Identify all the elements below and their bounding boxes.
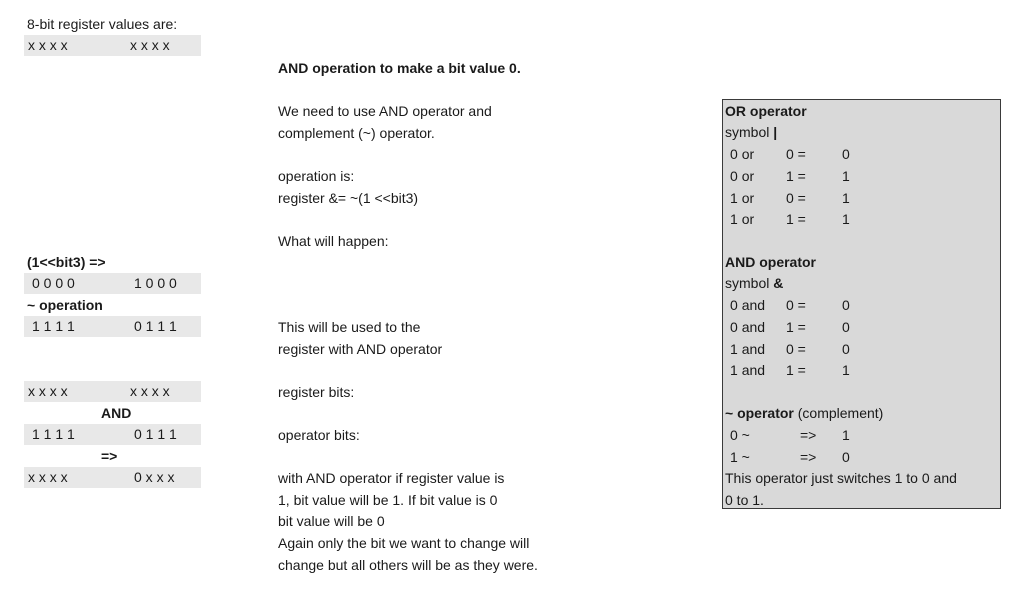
explain-line-3: bit value will be 0 xyxy=(278,513,385,529)
or-row: 0 or xyxy=(730,146,755,162)
and-row-result: 0 xyxy=(842,319,850,335)
symbol-value: | xyxy=(773,124,778,140)
or-row: 1 or xyxy=(730,211,755,227)
bits-high: x x x x xyxy=(28,37,68,53)
and-label: AND xyxy=(101,405,132,421)
not-row-arrow: => xyxy=(800,449,817,465)
and-symbol xyxy=(725,273,783,294)
used-line-1: This will be used to the xyxy=(278,319,421,335)
or-row-result: 0 xyxy=(842,146,850,162)
and-title: AND operator xyxy=(725,254,817,270)
shift-label: (1<<bit3) => xyxy=(27,254,106,270)
not-desc-line-1: This operator just switches 1 to 0 and xyxy=(725,470,957,486)
or-row-b: 0 = xyxy=(786,190,806,206)
and-row-b: 1 = xyxy=(786,362,806,378)
and-row: 0 and xyxy=(730,297,766,313)
and-row-b: 0 = xyxy=(786,341,806,357)
bits-high: x x x x xyxy=(28,383,68,399)
or-row-result: 1 xyxy=(842,211,850,227)
what-happens: What will happen: xyxy=(278,233,389,249)
not-title-text: ~ operator xyxy=(725,405,794,421)
bits-low: x x x x xyxy=(130,37,170,53)
operator-bits-label: operator bits: xyxy=(278,427,360,443)
explain-line-2: 1, bit value will be 1. If bit value is 0 xyxy=(278,492,498,508)
intro-line-1: We need to use AND operator and xyxy=(278,103,492,119)
or-row-b: 1 = xyxy=(786,168,806,184)
bits-high: 1 1 1 1 xyxy=(32,426,75,442)
complement-row xyxy=(24,316,201,337)
symbol-label: symbol xyxy=(725,275,770,291)
bits-low: 0 1 1 1 xyxy=(134,318,177,334)
and-row: 0 and xyxy=(730,319,766,335)
bits-low: 1 0 0 0 xyxy=(134,275,177,291)
register-row-1 xyxy=(24,35,201,56)
bits-low: x x x x xyxy=(130,383,170,399)
or-symbol xyxy=(725,122,777,143)
result-row xyxy=(24,467,201,488)
operator-row xyxy=(24,424,201,445)
not-title-suffix: (complement) xyxy=(797,405,884,421)
not-row-input: 0 ~ xyxy=(730,427,750,443)
register-row-2 xyxy=(24,381,201,402)
result-arrow: => xyxy=(101,448,118,464)
or-title: OR operator xyxy=(725,103,807,119)
not-row-result: 1 xyxy=(842,427,850,443)
or-row-result: 1 xyxy=(842,168,850,184)
not-title xyxy=(725,403,883,424)
bits-low: 0 x x x xyxy=(134,469,175,485)
section-title: AND operation to make a bit value 0. xyxy=(278,60,521,76)
not-row-input: 1 ~ xyxy=(730,449,750,465)
and-row-b: 0 = xyxy=(786,297,806,313)
and-row-result: 0 xyxy=(842,341,850,357)
explain-line-4: Again only the bit we want to change will xyxy=(278,535,530,551)
not-desc-line-2: 0 to 1. xyxy=(725,492,764,508)
shift-row xyxy=(24,273,201,294)
intro-line-2: complement (~) operator. xyxy=(278,125,435,141)
complement-label: ~ operation xyxy=(27,297,103,313)
not-row-arrow: => xyxy=(800,427,817,443)
register-header: 8-bit register values are: xyxy=(27,16,178,32)
operation-label: operation is: xyxy=(278,168,355,184)
symbol-value: & xyxy=(773,275,784,291)
operation-code: register &= ~(1 <<bit3) xyxy=(278,190,419,206)
explain-line-1: with AND operator if register value is xyxy=(278,470,505,486)
and-row: 1 and xyxy=(730,341,766,357)
bits-high: 1 1 1 1 xyxy=(32,318,75,334)
used-line-2: register with AND operator xyxy=(278,341,443,357)
operator-reference-panel xyxy=(722,99,1001,509)
or-row: 1 or xyxy=(730,190,755,206)
explain-line-5: change but all others will be as they were. xyxy=(278,557,538,573)
and-row-b: 1 = xyxy=(786,319,806,335)
or-row-b: 0 = xyxy=(786,146,806,162)
bits-high: 0 0 0 0 xyxy=(32,275,75,291)
or-row-result: 1 xyxy=(842,190,850,206)
or-row-b: 1 = xyxy=(786,211,806,227)
symbol-label: symbol xyxy=(725,124,770,140)
not-row-result: 0 xyxy=(842,449,850,465)
and-row: 1 and xyxy=(730,362,766,378)
and-row-result: 0 xyxy=(842,297,850,313)
or-row: 0 or xyxy=(730,168,755,184)
and-row-result: 1 xyxy=(842,362,850,378)
register-bits-label: register bits: xyxy=(278,384,355,400)
bits-low: 0 1 1 1 xyxy=(134,426,177,442)
bits-high: x x x x xyxy=(28,469,68,485)
